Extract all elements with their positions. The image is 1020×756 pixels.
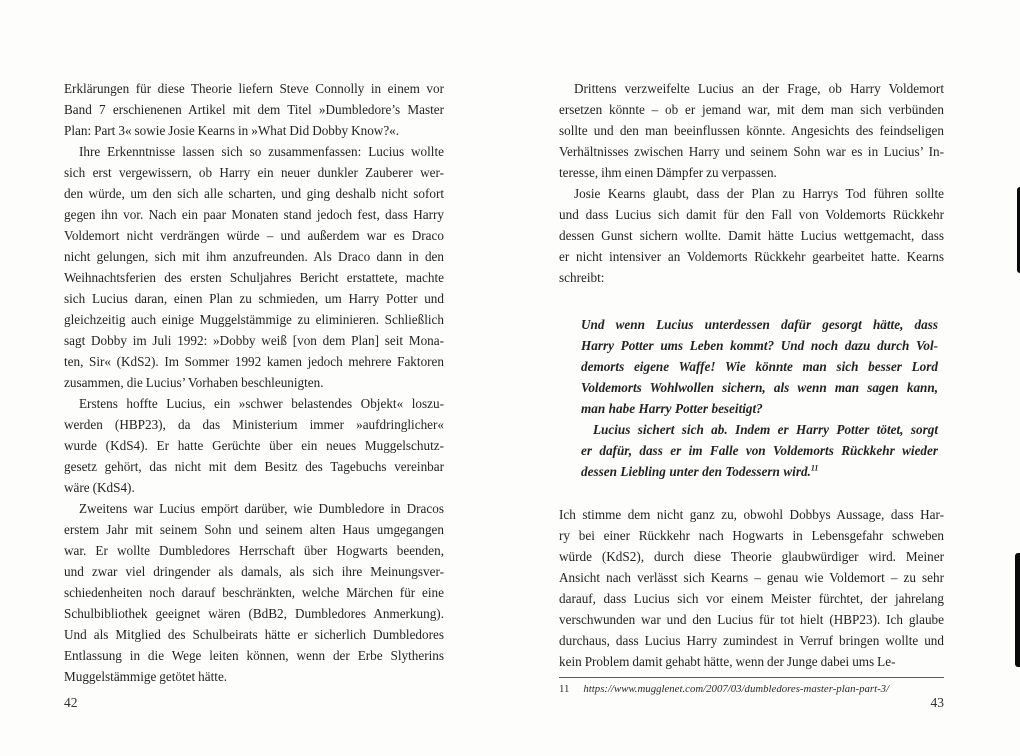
text-line: Harry Potter ums Leben kommt? Und noch dazu durch Vol- — [581, 338, 938, 353]
text-line: würde (KdS2), durch diese Theorie glaubwürdiger wird. Meiner — [559, 549, 944, 564]
paragraph — [581, 419, 938, 482]
text-line: durchaus, dass Lucius Harry zumindest in Verruf bringen wollte und — [559, 633, 944, 648]
text-line: dessen Liebling unter den Todessern wird.$^{11}$ — [581, 463, 819, 479]
text-line: er dafür, dass er im Falle von Voldemorts Rückkehr wieder — [581, 443, 938, 458]
text-line: Erklärungen für diese Theorie liefern Steve Connolly in einem vor — [64, 81, 444, 96]
text-line: Voldemort nicht verdrängen würde – und außerdem war es Draco — [64, 228, 444, 243]
paragraph — [64, 393, 444, 498]
text-line: er nicht intensiver an Voldemorts Rückkehr gearbeitet hatte. Kearns — [559, 249, 944, 264]
text-line: teresse, ihm einen Dämpfer zu verpassen. — [559, 165, 777, 180]
paragraph — [559, 504, 944, 672]
text-line: dessen Gunst sichern wollte. Damit hätte Lucius wettgemacht, dass — [559, 228, 944, 243]
paragraph — [559, 183, 944, 288]
text-line: Erstens hoffte Lucius, ein »schwer belastendes Objekt« loszu- — [79, 396, 444, 411]
text-line: Lucius sichert sich ab. Indem er Harry Potter tötet, sorgt — [593, 422, 938, 437]
page-left-text-column — [64, 78, 444, 687]
text-line: Band 7 erschienenen Artikel mit dem Titel »Dumbledore’s Master — [64, 102, 444, 117]
paragraph — [559, 78, 944, 183]
text-line: man habe Harry Potter beseitigt? — [581, 401, 763, 416]
paragraph — [581, 314, 938, 419]
text-line: ersetzen könnte – ob er jemand war, mit dem man sich verbünden — [559, 102, 944, 117]
block-quote — [581, 314, 938, 482]
paragraph — [64, 498, 444, 687]
text-line: Ich stimme dem nicht ganz zu, obwohl Dobbys Aussage, dass Har- — [559, 507, 944, 522]
footnote — [559, 682, 944, 696]
text-line: verschwunden war und den Lucius für tot hielt (HBP23). Ich glaube — [559, 612, 944, 627]
text-line: ry bei einer Rückkehr nach Hogwarts in Lebensgefahr schweben — [559, 528, 944, 543]
text-line: wäre (KdS4). — [64, 480, 135, 495]
scan-edge-artifact-bottom — [1015, 553, 1020, 667]
text-line: nicht gelungen, sich mit ihm anzufreunden. Als Draco dann in den — [64, 249, 444, 264]
text-line: gesetz gehört, das nicht mit dem Besitz des Tagebuchs vereinbar — [64, 459, 444, 474]
footnote-reference-superscript: 11 — [810, 463, 819, 473]
text-line: und zwar viel dringender als damals, als sich ihre Meinungsver- — [64, 564, 444, 579]
paragraph — [64, 78, 444, 141]
text-line: und dass Lucius sich damit für den Fall von Voldemorts Rückkehr — [559, 207, 944, 222]
text-line: sollte und den man beeinflussen könnte. Angesichts des feindseligen — [559, 123, 944, 138]
text-line: zusammen, die Lucius’ Vorhaben beschleunigten. — [64, 375, 324, 390]
page-number-left: 42 — [64, 695, 78, 710]
text-line: gegen ihn vor. Nach ein paar Monaten stand jedoch fest, dass Harry — [64, 207, 444, 222]
text-line: Plan: Part 3« sowie Josie Kearns in »What Did Dobby Know?«. — [64, 123, 400, 138]
text-line: Entlassung in die Wege leiten können, wenn der Erbe Slytherins — [64, 648, 444, 663]
footnote-url-text: https://www.mugglenet.com/2007/03/dumbledores-master-plan-part-3/ — [583, 683, 890, 695]
text-line: Voldemorts Wohlwollen sichern, als wenn man sagen kann, — [581, 380, 938, 395]
text-line: den würde, um den sich alle scharten, und ging deshalb nicht sofort — [64, 186, 444, 201]
text-line: Zweitens war Lucius empört darüber, wie Dumbledore in Dracos — [79, 501, 444, 516]
text-line: ten, Sir« (KdS2). Im Sommer 1992 kamen jedoch mehrere Faktoren — [64, 354, 444, 369]
text-line: Verhältnisses zwischen Harry und seinem Sohn war es in Lucius’ In- — [559, 144, 944, 159]
text-line: gleichzeitig auch einige Muggelstämmige zu eliminieren. Schließlich — [64, 312, 444, 327]
text-line: Und wenn Lucius unterdessen dafür gesorgt hätte, dass — [581, 317, 938, 332]
footnote-separator-rule — [559, 677, 944, 678]
text-line: Schulbibliothek geeignet wären (BdB2, Dumbledores Anmerkung). — [64, 606, 444, 621]
text-line: schreibt: — [559, 270, 605, 285]
text-line: sich Lucius daran, einen Plan zu schmieden, um Harry Potter und — [64, 291, 444, 306]
text-line: schiedenheiten noch darauf beschränkten, welche Märchen für eine — [64, 585, 444, 600]
text-line: Ansicht nach verlässt sich Kearns – genau wie Voldemort – zu sehr — [559, 570, 944, 585]
footnote-number: 11 — [559, 683, 570, 695]
text-line: werden (HBP23), da das Ministerium immer »aufdringlicher« — [64, 417, 444, 432]
text-line: Ihre Erkenntnisse lassen sich so zusammenfassen: Lucius wollte — [79, 144, 444, 159]
text-line: Drittens verzweifelte Lucius an der Frage, ob Harry Voldemort — [574, 81, 944, 96]
text-line: darauf, dass Lucius sich vor einem Meister fürchtet, der jahrelang — [559, 591, 944, 606]
text-line: kein Problem damit gehabt hätte, wenn der Junge dabei ums Le- — [559, 654, 896, 669]
page-right-text-column — [559, 78, 944, 696]
text-line: sich erst vergewissern, ob Harry ein neuer dunkler Zauberer wer- — [64, 165, 444, 180]
text-line: Muggelstämmige getötet hätte. — [64, 669, 228, 684]
paragraph — [64, 141, 444, 393]
text-line: wurde (KdS4). Er hatte Gerüchte über ein neues Muggelschutz- — [64, 438, 444, 453]
text-line: Und als Mitglied des Schulbeirats hätte er sicherlich Dumbledores — [64, 627, 444, 642]
page-number-right: 43 — [930, 695, 944, 710]
text-line: Josie Kearns glaubt, dass der Plan zu Harrys Tod führen sollte — [574, 186, 944, 201]
text-line: erstem Jahr mit seinem Sohn und seinem alten Haus umgegangen — [64, 522, 444, 537]
text-line: sagt Dobby im Juli 1992: »Dobby weiß [von dem Plan] seit Mona- — [64, 333, 444, 348]
text-line: demorts eigene Waffe! Wie könnte man sich besser Lord — [581, 359, 938, 374]
text-line: Weihnachtsferien des ersten Schuljahres Bericht erstattete, machte — [64, 270, 444, 285]
text-line: war. Er wollte Dumbledores Herrschaft über Hogwarts beenden, — [64, 543, 444, 558]
